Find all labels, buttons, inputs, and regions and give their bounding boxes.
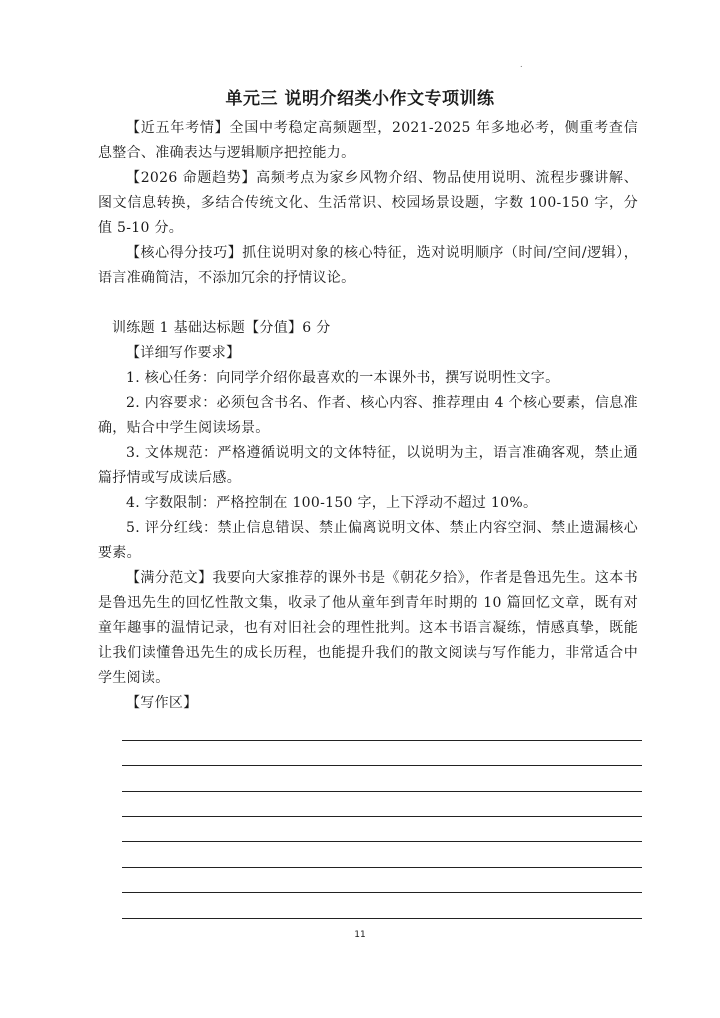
- writing-line: [122, 816, 642, 817]
- intro-tips: 【核心得分技巧】抓住说明对象的核心特征，选对说明顺序（时间/空间/逻辑），语言准确简洁，不添加冗余的抒情议论。: [98, 245, 638, 286]
- writing-line: [122, 791, 642, 792]
- requirement-item: 4. 字数限制：严格控制在 100-150 字，上下浮动不超过 10%。: [126, 495, 538, 511]
- writing-line: [122, 918, 642, 919]
- exercise-heading: 训练题 1 基础达标题【分值】6 分: [112, 320, 331, 336]
- requirements-heading: 【详细写作要求】: [126, 345, 241, 361]
- intro-trend: 【2026 命题趋势】高频考点为家乡风物介绍、物品使用说明、流程步骤讲解、图文信息转换，多结合传统文化、生活常识、校园场景设题，字数 100-150 字，分值 5-10 分。: [98, 170, 638, 236]
- stray-mark: .: [520, 60, 523, 69]
- page-number: 11: [354, 930, 366, 940]
- requirement-item: 1. 核心任务：向同学介绍你最喜欢的一本课外书，撰写说明性文字。: [126, 370, 560, 386]
- writing-line: [122, 841, 642, 842]
- requirement-item: 2. 内容要求：必须包含书名、作者、核心内容、推荐理由 4 个核心要素，信息准确，贴合中学生阅读场景。: [98, 395, 638, 436]
- writing-line: [122, 867, 642, 868]
- writing-line: [122, 740, 642, 741]
- sample-essay: 【满分范文】我要向大家推荐的课外书是《朝花夕拾》，作者是鲁迅先生。这本书是鲁迅先生的回忆性散文集，收录了他从童年到青年时期的 10 篇回忆文章，既有对童年趣事的温情记录，也有对旧社会的理性批判。这本书语言凝练，情感真挚，既能让我们读懂鲁迅先生的成长历程，也能提升我们的散文阅读与写作能力，非常适合中学生阅读。: [98, 570, 638, 686]
- writing-area-label: 【写作区】: [126, 695, 198, 711]
- exercise-section: [98, 316, 638, 716]
- requirement-item: 5. 评分红线：禁止信息错误、禁止偏离说明文体、禁止内容空洞、禁止遗漏核心要素。: [98, 520, 638, 561]
- writing-line: [122, 765, 642, 766]
- page-title: 单元三 说明介绍类小作文专项训练: [225, 89, 495, 109]
- intro-section: [98, 116, 638, 291]
- writing-line: [122, 892, 642, 893]
- requirement-item: 3. 文体规范：严格遵循说明文的文体特征，以说明为主，语言准确客观，禁止通篇抒情或写成读后感。: [98, 445, 638, 486]
- intro-exam-history: 【近五年考情】全国中考稳定高频题型，2021-2025 年多地必考，侧重考查信息整合、准确表达与逻辑顺序把控能力。: [98, 120, 638, 161]
